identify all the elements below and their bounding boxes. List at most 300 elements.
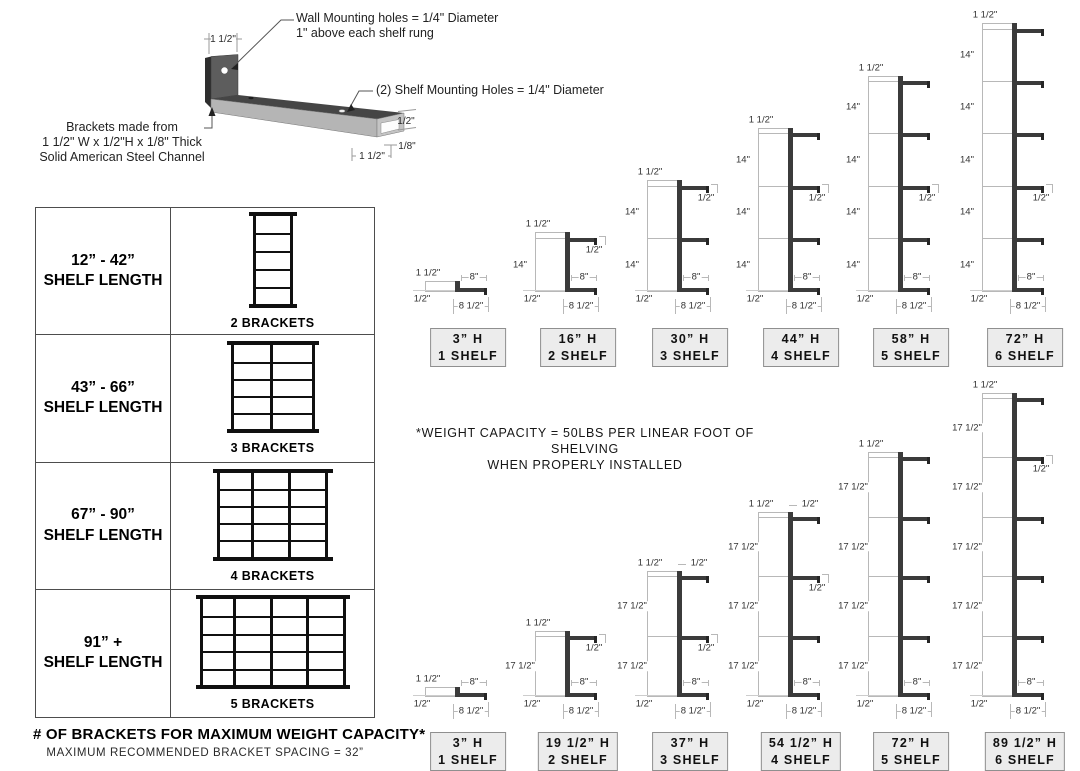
dim-label-base-depth: 8 1/2" [568,300,594,312]
dim-line [535,232,536,292]
dim-arm-tick2 [819,275,820,281]
dim-lip-line [413,290,455,291]
dim-label-top-offset: 1 1/2" [525,616,551,628]
dim-label-arm-thickness: 1/2" [585,642,603,654]
dim-label-lip: 1/2" [635,293,653,305]
dim-label-arm-thickness: 1/2" [808,191,826,203]
dim-arm-tick2 [1043,680,1044,686]
dim-tick [868,238,898,239]
shelf-arm-end [817,517,820,524]
diagram-shelf-count-label: 5 SHELF [881,752,941,767]
dim-label-spacing: 14" [846,101,860,113]
dim-label-arm-depth: 8" [691,676,701,688]
dim-tick [758,238,788,239]
brackets-count-label: 4 BRACKETS [230,568,315,583]
dim-tick [982,696,1012,697]
dim-label-arm-thickness-top: 1/2" [801,497,819,509]
dim-tick [535,696,565,697]
dim-arm-tick2 [486,680,487,686]
shelf-arm [903,576,930,580]
dim-label-spacing: 14" [846,206,860,218]
shelf-rail [565,631,570,697]
brackets-count-label: 3 BRACKETS [230,441,315,456]
dim-arm-tick2 [929,680,930,686]
dim-line [982,23,983,292]
diagram-shelf-count-label: 3 SHELF [660,752,720,767]
dim-label-top-offset: 1 1/2" [637,557,663,569]
dim-tick [982,23,1012,24]
channel-width-label: 1 1/2" [359,151,385,162]
dim-arm-tick1 [683,275,684,281]
dim-base-tick2 [488,297,489,312]
dim-tick [535,238,565,239]
shelf-length-caption: SHELF LENGTH [43,399,163,417]
dim-label-spacing: 14" [846,153,860,165]
shelf-length-range: 12” - 42” [71,251,135,269]
shelf-arm-end [817,288,820,295]
dim-tick [647,186,677,187]
dim-arm-tick1 [1018,275,1019,281]
dim-lip-line [523,695,565,696]
dim-label-spacing: 17 1/2" [838,660,868,672]
shelf-arm-end [817,238,820,245]
dim-tick [758,133,788,134]
dim-label-arm-thickness: 1/2" [1032,191,1050,203]
dim-lip-line [635,695,677,696]
dim-arm-tick1 [461,275,462,281]
dim-half-tick-v [605,634,606,643]
dim-tick [535,631,565,632]
dim-arm-tick1 [794,275,795,281]
shelf-length-range: 67” - 90” [71,506,135,524]
shelf-arm [903,636,930,640]
shelf-arm-end [706,576,709,583]
shelf-arm [1017,81,1044,85]
dim-label-lip: 1/2" [970,293,988,305]
shelf-rail [677,571,682,697]
diagram-height-label: 54 1/2” H [768,736,834,750]
dim-arm-tick2 [819,680,820,686]
made-from-line1: Brackets made from [66,120,178,134]
dim-label-spacing: 17 1/2" [952,600,982,612]
shelf-arm [1017,636,1044,640]
shelf-arm-end [927,288,930,295]
dim-tick [868,452,898,453]
dim-label-arm-depth: 8" [802,271,812,283]
shelf-arm-end [927,133,930,140]
shelf-arm [1017,576,1044,580]
dim-base-tick2 [488,702,489,717]
dim-line [868,76,869,292]
dim-label-spacing: 17 1/2" [838,600,868,612]
dim-label-lip: 1/2" [856,698,874,710]
dim-tick [647,696,677,697]
shelf-arm-end [484,693,487,700]
shelf-arm [682,186,709,190]
shelf-arm-end [817,693,820,700]
diagram-label-box [763,328,839,367]
dim-base-tick2 [710,702,711,717]
dim-label-lip: 1/2" [413,293,431,305]
dim-label-arm-depth: 8" [469,676,479,688]
shelf-length-range: 91” + [83,634,123,652]
dim-label-base-depth: 8 1/2" [568,705,594,717]
shelf-arm-end [1041,517,1044,524]
dim-arm-tick1 [1018,680,1019,686]
shelf-arm-end [817,636,820,643]
dim-arm-tick2 [596,275,597,281]
shelf-rail [1012,393,1017,697]
diagram-label-box [873,732,949,771]
shelf-arm [1017,517,1044,521]
shelf-arm [682,576,709,580]
diagram-height-label: 3” H [452,332,484,346]
dim-label-spacing: 17 1/2" [952,481,982,493]
diagram-shelf-count-label: 2 SHELF [548,752,608,767]
shelf-arm [570,693,597,697]
dim-half-tick-v [1052,184,1053,193]
dim-tick [982,238,1012,239]
shelf-arm-end [594,288,597,295]
dim-label-lip: 1/2" [746,293,764,305]
shelf-arm-end [706,693,709,700]
dim-tick [758,512,788,513]
diagram-shelf-count-label: 1 SHELF [438,348,498,363]
dim-label-spacing: 14" [960,49,974,61]
dim-half-tick-v [828,574,829,583]
dim-label-base-depth: 8 1/2" [901,300,927,312]
dim-line [758,128,759,292]
dim-arm-tick2 [929,275,930,281]
dim-tick [758,128,788,129]
shelf-arm [570,636,597,640]
dim-tick [982,517,1012,518]
dim-tick [982,398,1012,399]
shelf-arm [903,186,930,190]
dim-base-tick2 [710,297,711,312]
dim-label-lip: 1/2" [970,698,988,710]
dim-base-tick2 [1045,297,1046,312]
shelf-arm-end [1041,81,1044,88]
shelf-arm-end [1041,636,1044,643]
dim-tick [868,576,898,577]
wall-mounting-note-line2: 1" above each shelf rung [296,25,434,40]
dim-label-arm-depth: 8" [579,271,589,283]
dim-lip-line [970,695,1012,696]
shelf-arm [793,238,820,242]
diagram-shelf-count-label: 4 SHELF [771,752,831,767]
diagram-label-box [652,732,728,771]
diagram-shelf-count-label: 4 SHELF [771,348,831,363]
dim-label-spacing: 17 1/2" [617,660,647,672]
diagram-label-box [540,328,616,367]
dim-label-arm-depth: 8" [912,676,922,688]
dim-label-arm-thickness: 1/2" [697,191,715,203]
dim-arm-tick1 [571,275,572,281]
dim-label-base-depth: 8 1/2" [1015,300,1041,312]
dim-tick [982,186,1012,187]
diagram-height-label: 58” H [891,332,931,346]
shelf-arm-end [817,133,820,140]
shelf-arm [903,81,930,85]
diagram-shelf-count-label: 5 SHELF [881,348,941,363]
weight-capacity-line2: WHEN PROPERLY INSTALLED [487,458,683,472]
dim-lip-line [856,290,898,291]
thickness-label: 1/8" [398,141,416,152]
shelf-arm [460,693,487,697]
dim-arm-tick1 [904,275,905,281]
dim-label-spacing: 17 1/2" [728,660,758,672]
dim-tick [868,291,898,292]
dim-half-tick-v [828,184,829,193]
dim-label-base-depth: 8 1/2" [680,300,706,312]
diagram-label-box [873,328,949,367]
shelf-arm-end [706,238,709,245]
dim-lip-line [635,290,677,291]
dim-tick [868,76,898,77]
shelf-rail [898,76,903,292]
shelf-arm [570,238,597,242]
dim-label-arm-depth: 8" [469,271,479,283]
dim-tick [868,186,898,187]
dim-tick [647,636,677,637]
dim-label-arm-thickness: 1/2" [918,191,936,203]
shelf-length-caption: SHELF LENGTH [43,526,163,544]
dim-label-spacing: 14" [960,259,974,271]
dim-arm-tick2 [708,275,709,281]
dim-tick [535,291,565,292]
table-footer-title: # OF BRACKETS FOR MAXIMUM WEIGHT CAPACITY* [33,726,426,743]
dim-arm-tick1 [904,680,905,686]
dim-label-spacing: 14" [625,259,639,271]
shelf-arm [1017,29,1044,33]
shelf-arm-end [927,457,930,464]
shelf-length-caption: SHELF LENGTH [43,654,163,672]
shelf-arm-end [484,288,487,295]
diagram-height-label: 72” H [1005,332,1045,346]
shelf-arm [793,693,820,697]
dim-tick [425,291,455,292]
shelf-arm-end [1041,133,1044,140]
dim-label-top-offset: 1 1/2" [525,218,551,230]
diagram-shelf-count-label: 6 SHELF [995,348,1055,363]
dim-tick [982,636,1012,637]
shelf-arm-end [927,576,930,583]
dim-tick [425,281,455,282]
shelf-arm-end [927,636,930,643]
diagram-shelf-count-label: 2 SHELF [548,348,608,363]
dim-label-spacing: 17 1/2" [728,600,758,612]
shelf-arm [1017,398,1044,402]
dim-label-lip: 1/2" [413,698,431,710]
shelf-arm [903,133,930,137]
dim-lip-line [970,290,1012,291]
shelf-arm [682,693,709,697]
shelf-arm-end [927,238,930,245]
shelf-arm-end [927,81,930,88]
dim-lip-line [856,695,898,696]
made-from-line3: Solid American Steel Channel [39,149,205,164]
dim-label-lip: 1/2" [635,698,653,710]
made-from-line2: 1 1/2" W x 1/2"H x 1/8" Thick [42,134,202,149]
diagram-label-box [538,732,618,771]
dim-tick [982,29,1012,30]
dim-label-spacing: 17 1/2" [838,481,868,493]
dim-label-spacing: 17 1/2" [728,540,758,552]
dim-label-spacing: 17 1/2" [505,660,535,672]
dim-label-arm-depth: 8" [691,271,701,283]
shelf-mounting-note: (2) Shelf Mounting Holes = 1/4" Diameter [376,83,604,97]
shelf-arm [793,133,820,137]
dim-tick [868,81,898,82]
shelf-arm [682,238,709,242]
dim-label-arm-depth: 8" [1026,271,1036,283]
shelf-arm [460,288,487,292]
dim-label-lip: 1/2" [523,698,541,710]
dim-lip-line [413,695,455,696]
dim-base-tick2 [931,297,932,312]
diagram-height-label: 3” H [452,736,484,750]
diagram-label-box [430,328,506,367]
shelf-arm [570,288,597,292]
shelf-arm [1017,238,1044,242]
shelf-rail [898,452,903,697]
shelf-arm [1017,133,1044,137]
channel-height-label: 1/2" [397,116,415,127]
shelf-rail [677,180,682,292]
dim-half-tick-v [717,634,718,643]
dim-tick [982,133,1012,134]
dim-label-top-offset: 1 1/2" [972,378,998,390]
dim-label-spacing: 17 1/2" [952,660,982,672]
dim-label-spacing: 14" [736,206,750,218]
dim-label-spacing: 14" [736,153,750,165]
shelf-arm-end [706,288,709,295]
dim-label-arm-depth: 8" [1026,676,1036,688]
dim-tick [982,457,1012,458]
shelf-length-range: 43” - 66” [71,379,135,397]
dim-tick [982,393,1012,394]
dim-label-base-depth: 8 1/2" [458,705,484,717]
dim-arm-tick1 [571,680,572,686]
dim-half-tick-v [1052,455,1053,464]
dim-base-tick2 [598,702,599,717]
shelf-rail [788,512,793,697]
shelf-arm [1017,186,1044,190]
dim-base-tick2 [598,297,599,312]
dim-label-top-offset: 1 1/2" [748,114,774,126]
shelf-arm [793,517,820,521]
dim-label-arm-thickness-top: 1/2" [690,557,708,569]
dim-label-spacing: 17 1/2" [952,421,982,433]
shelf-arm [903,288,930,292]
dim-label-spacing: 14" [960,206,974,218]
dim-tick [982,81,1012,82]
dim-label-arm-thickness: 1/2" [808,582,826,594]
shelf-arm [1017,457,1044,461]
shelf-arm-end [1041,398,1044,405]
diagram-height-label: 44” H [781,332,821,346]
wall-mounting-note-line1: Wall Mounting holes = 1/4" Diameter [296,11,499,25]
dim-tick [982,576,1012,577]
dim-arm-tick2 [708,680,709,686]
diagram-height-label: 16” H [558,332,598,346]
dim-label-top-offset: 1 1/2" [972,9,998,21]
dim-tick [868,517,898,518]
dim-half-tick-v [717,184,718,193]
plate-width-label: 1 1/2" [210,34,236,45]
dim-line [647,571,648,697]
dim-arm-tick1 [461,680,462,686]
dim-label-base-depth: 8 1/2" [791,300,817,312]
dim-tick [425,687,455,688]
dim-arm-tick2 [1043,275,1044,281]
dim-label-spacing: 14" [513,259,527,271]
shelf-arm [1017,288,1044,292]
dim-label-spacing: 17 1/2" [952,540,982,552]
dim-label-arm-depth: 8" [912,271,922,283]
dim-tick [868,133,898,134]
diagram-label-box [987,328,1063,367]
weight-capacity-line1: *WEIGHT CAPACITY = 50LBS PER LINEAR FOOT OF SHELVING [416,426,754,456]
dim-label-spacing: 14" [846,259,860,271]
dim-label-base-depth: 8 1/2" [1015,705,1041,717]
shelf-rail [788,128,793,292]
dim-label-arm-depth: 8" [802,676,812,688]
diagram-height-label: 30” H [670,332,710,346]
shelf-arm-end [1041,238,1044,245]
shelf-arm [903,457,930,461]
dim-tick [758,636,788,637]
dim-line [647,180,648,292]
shelf-arm-end [1041,29,1044,36]
dim-label-lip: 1/2" [523,293,541,305]
diagram-label-box [430,732,506,771]
dim-label-spacing: 17 1/2" [838,540,868,552]
dim-arm-tick1 [683,680,684,686]
shelf-length-caption: SHELF LENGTH [43,272,163,290]
dim-tick [535,636,565,637]
dim-label-lip: 1/2" [856,293,874,305]
diagram-label-box [652,328,728,367]
dim-label-base-depth: 8 1/2" [458,300,484,312]
shelf-arm-end [1041,693,1044,700]
dim-label-top-offset: 1 1/2" [858,438,884,450]
dim-label-top-offset: 1 1/2" [748,497,774,509]
dim-label-spacing: 14" [960,153,974,165]
shelf-arm [903,693,930,697]
shelf-arm [793,636,820,640]
dim-tick [758,576,788,577]
dim-label-arm-depth: 8" [579,676,589,688]
shelf-arm [903,238,930,242]
dim-label-arm-thickness: 1/2" [697,642,715,654]
diagram-label-box [985,732,1065,771]
shelf-arm [682,288,709,292]
dim-tick [868,636,898,637]
dim-label-base-depth: 8 1/2" [680,705,706,717]
diagram-height-label: 37” H [670,736,710,750]
dim-base-tick2 [821,297,822,312]
dim-top-half-tick [678,564,686,565]
brackets-count-label: 5 BRACKETS [230,697,315,712]
dim-lip-line [746,290,788,291]
dim-half-tick-v [605,236,606,245]
shelf-arm [1017,693,1044,697]
shelf-arm [903,517,930,521]
dim-label-lip: 1/2" [746,698,764,710]
dim-label-base-depth: 8 1/2" [791,705,817,717]
